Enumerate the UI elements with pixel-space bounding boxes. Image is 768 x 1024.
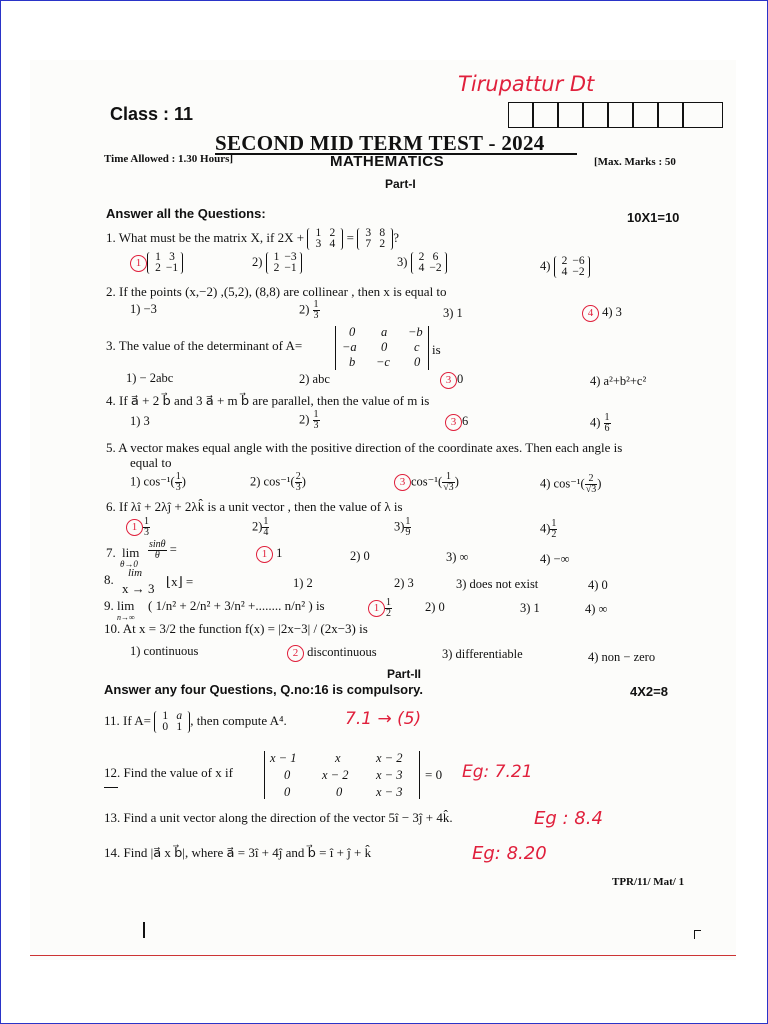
det-cell: −c [376,355,390,369]
answer-mark: 1 [256,546,273,563]
part2-title: Part-II [387,667,422,681]
page-edge [30,955,736,956]
register-box [558,102,583,128]
stray-mark [143,922,145,938]
question-14: 14. Find |a⃗ x b⃗|, where a⃗ = 3î + 4ĵ and b⃗ = î + ĵ + k̂ [104,845,372,860]
part2-instruction: Answer any four Questions, Q.no:16 is compulsory. [104,682,424,697]
q10-option-1: 1) continuous [130,644,199,658]
answer-mark: 1 [368,600,385,617]
q3-option-4: 4) a²+b²+c² [590,374,647,388]
register-box [583,102,608,128]
q7-fraction: $\frac{\sin\theta}{\theta}$ = [149,539,177,561]
handwritten-note-14: Eg: 8.20 [472,843,547,864]
exam-title: SECOND MID TERM TEST - 2024 [215,131,545,155]
q9-lim-sub: n→∞ [117,613,135,622]
part1-instruction: Answer all the Questions: [106,206,266,221]
q1-option-3: 3) 2 6 4 −2 [397,252,447,274]
det-cell: c [414,340,420,354]
handwritten-note-12: Eg: 7.21 [462,762,533,782]
question-6: 6. If λî + 2λĵ + 2λk̂ is a unit vector , then the value of λ is [106,499,403,514]
question-13: 13. Find a unit vector along the direction of the vector 5î − 3ĵ + 4k̂. [104,810,453,825]
handwritten-district: Tirupattur Dt [458,72,595,96]
q1-option-4: 4) 2 −6 4 −2 [540,256,590,278]
q12-dash [104,787,118,788]
q6-option-1: 1 $\frac{1}{3}$ [126,517,150,538]
q4-option-2: 2) $\frac{1}{3}$ [299,409,319,431]
q8-option-2: 2) 3 [394,576,414,590]
q9-expr: ( 1/n² + 2/n² + 3/n² +........ n/n² ) is [148,598,325,613]
q9-option-2: 2) 0 [425,600,445,614]
question-3: 3. The value of the determinant of A= [106,338,303,353]
register-box [508,102,533,128]
register-box [658,102,683,128]
q5-option-3: 3 cos⁻¹( $\frac{1}{√3}$ ) [394,472,459,493]
q2-option-3: 3) 1 [443,306,463,320]
question-8: 8. [104,572,114,587]
class-label: Class : 11 [110,104,194,124]
register-box [533,102,558,128]
q5-option-4: 4) cos⁻¹( $\frac{2}{√3}$ ) [540,473,602,495]
question-4: 4. If a⃗ + 2 b⃗ and 3 a⃗ + m b⃗ are parallel, then the value of m is [106,393,430,408]
footer-code: TPR/11/ Mat/ 1 [612,876,685,888]
q11-matrix: 1 a 0 1 [154,711,190,733]
q9-option-4: 4) ∞ [585,602,608,616]
q9-option-3: 3) 1 [520,601,540,615]
question-12: 12. Find the value of x if [104,765,233,780]
question-10: 10. At x = 3/2 the function f(x) = |2x−3| / (2x−3) is [104,621,368,636]
register-box [683,102,723,128]
det-cell: x − 1 [270,751,297,765]
q1-matrix-a: 1 2 3 4 [307,228,343,250]
q10-option-2: 2 discontinuous [287,645,377,662]
q3-end: is [432,342,441,357]
q10-option-3: 3) differentiable [442,647,523,661]
q10-option-4: 4) non − zero [588,650,656,664]
question-5-line2: equal to [130,455,172,470]
answer-mark: 1 [126,519,143,536]
q6-option-2: 2) $\frac{1}{4}$ [252,516,269,538]
q7-lim-sub: θ→0 [120,559,138,569]
det-cell: x − 2 [322,768,349,782]
question-9: 9. lim [104,598,135,613]
handwritten-note-11: 7.1 → (5) [345,709,422,729]
q1-matrix-b: 3 8 7 2 [357,228,393,250]
q5-option-2: 2) cos⁻¹( $\frac{2}{3}$ ) [250,471,306,493]
det-cell: x − 3 [376,768,403,782]
q4-option-4: 4) $\frac{1}{6}$ [590,412,610,434]
q7-option-3: 3) ∞ [446,550,469,564]
q7-lim: lim [122,545,140,560]
part2-scheme: 4X2=8 [630,684,668,699]
q3-option-2: 2) abc [299,372,330,386]
q1-option-1: 1 1 3 2 −1 [130,252,183,274]
det-cell: −b [408,325,423,339]
answer-mark: 3 [440,372,457,389]
det-cell: x [335,751,341,765]
q5-option-1: 1) cos⁻¹( $\frac{1}{3}$ ) [130,471,186,493]
stray-mark [694,930,701,939]
q6-option-3: 3) $\frac{1}{9}$ [394,516,411,538]
answer-mark: 1 [130,255,147,272]
q3-option-1: 1) − 2abc [126,371,174,385]
max-marks: [Max. Marks : 50 [594,156,676,168]
subject: MATHEMATICS [330,153,445,170]
question-5: 5. A vector makes equal angle with the positive direction of the coordinate axes. Then each angle is [106,440,623,455]
det-cell: −a [342,340,357,354]
question-11: 11. If A= 1 a 0 1 , then compute A⁴. [104,710,287,733]
q8-expr: ⌊x⌋ = [166,574,194,589]
det-cell: 0 [284,768,291,782]
q7-option-2: 2) 0 [350,549,370,563]
q8-lim-sub: x → 3 [122,581,155,596]
register-box [633,102,658,128]
part1-title: Part-I [385,177,416,191]
q2-option-1: 1) −3 [130,302,157,316]
time-allowed: Time Allowed : 1.30 Hours] [104,153,234,165]
part1-scheme: 10X1=10 [627,210,680,225]
q3-option-3: 3 0 [440,372,463,389]
handwritten-note-13: Eg : 8.4 [534,808,603,829]
det-cell: 0 [381,340,388,354]
q8-option-4: 4) 0 [588,578,608,592]
q6-option-4: 4) $\frac{1}{2}$ [540,518,557,540]
q7-option-1: 1 1 [256,546,282,563]
det-cell: b [349,355,356,369]
det-cell: 0 [336,785,343,799]
q2-option-4: 4 4) 3 [582,305,622,322]
q4-option-3: 3 6 [445,414,468,431]
register-box [608,102,633,128]
answer-mark: 2 [287,645,304,662]
q1-text: 1. What must be the matrix X, if 2X + [106,229,305,245]
det-cell: 0 [349,325,356,339]
q4-option-1: 1) 3 [130,414,150,428]
answer-mark: 4 [582,305,599,322]
det-cell: x − 3 [376,785,403,799]
q8-lim: lim [128,567,143,579]
q1-option-2: 2) 1 −3 2 −1 [252,252,302,274]
question-2: 2. If the points (x,−2) ,(5,2), (8,8) are collinear , then x is equal to [106,284,447,299]
det-cell: 0 [284,785,291,799]
answer-mark: 3 [445,414,462,431]
q12-end: = 0 [425,767,443,782]
q2-option-2: 2) $\frac{1}{3}$ [299,299,319,321]
question-7: 7. [106,545,116,560]
q8-option-3: 3) does not exist [456,577,539,591]
q8-option-1: 1) 2 [293,576,313,590]
question-1: 1. What must be the matrix X, if 2X + 1 2 3 4 = 3 8 7 2 ? [106,227,399,250]
q9-option-1: 1 $\frac{1}{2}$ [368,598,392,619]
answer-mark: 3 [394,474,411,491]
det-cell: x − 2 [376,751,403,765]
det-cell: a [381,325,388,339]
det-cell: 0 [414,355,421,369]
q7-option-4: 4) −∞ [540,552,570,566]
